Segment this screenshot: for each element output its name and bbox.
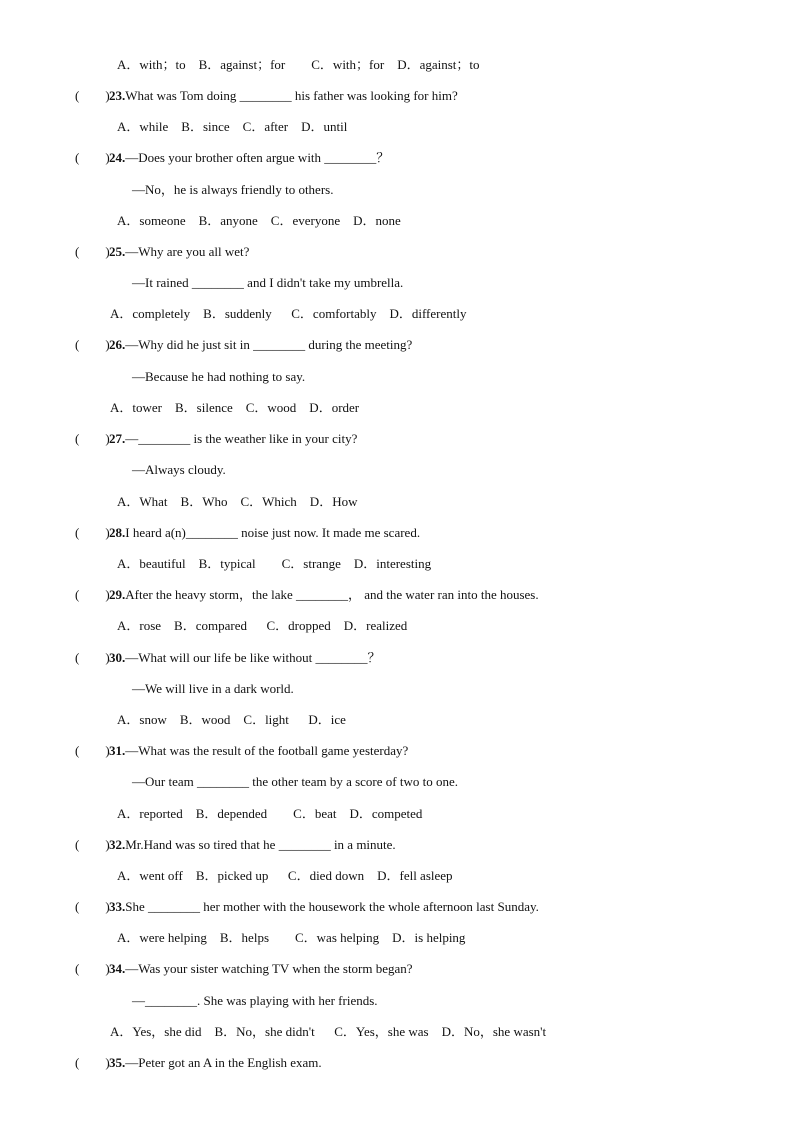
answer-options: A．Yes，she did B．No，she didn't C．Yes，she was D．No，she wasn't xyxy=(110,1024,547,1039)
question-number: 31. xyxy=(109,743,126,758)
question-number: 23. xyxy=(109,88,126,103)
answer-blank-parentheses: ( ) xyxy=(75,899,110,914)
question-text: After the heavy storm，the lake ________， and the water ran into the houses. xyxy=(125,587,539,602)
answer-blank-parentheses: ( ) xyxy=(75,587,110,602)
question-stem xyxy=(109,961,413,977)
answer-blank-parentheses: ( ) xyxy=(75,525,110,540)
question-stem xyxy=(109,525,420,541)
dialogue-reply: —It rained ________ and I didn't take my umbrella. xyxy=(132,275,404,290)
answer-options: A．beautiful B．typical C．strange D．interesting xyxy=(117,556,432,571)
question-number: 26. xyxy=(109,337,126,352)
question-number: 27. xyxy=(109,431,126,446)
answer-blank-parentheses: ( ) xyxy=(75,743,110,758)
question-text: —Why are you all wet? xyxy=(125,244,250,259)
answer-options: A．reported B．depended C．beat D．competed xyxy=(117,806,423,821)
answer-blank-parentheses: ( ) xyxy=(75,244,110,259)
dialogue-reply: —________. She was playing with her friends. xyxy=(132,993,378,1008)
answer-options: A．rose B．compared C．dropped D．realized xyxy=(117,618,408,633)
question-stem xyxy=(109,431,357,447)
answer-options: A．What B．Who C．Which D．How xyxy=(117,494,358,509)
answer-options: A．went off B．picked up C．died down D．fell asleep xyxy=(117,868,453,883)
answer-blank-parentheses: ( ) xyxy=(75,150,110,165)
answer-blank-parentheses: ( ) xyxy=(75,837,110,852)
answer-blank-parentheses: ( ) xyxy=(75,961,110,976)
question-text: —Does your brother often argue with ________？ xyxy=(125,150,390,165)
question-stem xyxy=(109,88,458,104)
answer-blank-parentheses: ( ) xyxy=(75,431,110,446)
question-stem xyxy=(109,837,396,853)
answer-blank-parentheses: ( ) xyxy=(75,650,110,665)
question-stem xyxy=(109,650,381,666)
question-text: Mr.Hand was so tired that he ________ in a minute. xyxy=(125,837,396,852)
question-number: 28. xyxy=(109,525,126,540)
question-text: What was Tom doing ________ his father was looking for him? xyxy=(125,88,458,103)
answer-blank-parentheses: ( ) xyxy=(75,1055,110,1070)
question-stem xyxy=(109,1055,322,1071)
answer-options: A．with；to B．against；for C．with；for D．against；to xyxy=(117,57,480,72)
question-stem xyxy=(109,587,539,603)
question-stem xyxy=(109,150,389,166)
question-text: —Was your sister watching TV when the storm began? xyxy=(125,961,413,976)
question-number: 34. xyxy=(109,961,126,976)
dialogue-reply: —No，he is always friendly to others. xyxy=(132,182,334,197)
question-text: —________ is the weather like in your city? xyxy=(125,431,358,446)
answer-options: A．tower B．silence C．wood D．order xyxy=(110,400,360,415)
question-number: 29. xyxy=(109,587,126,602)
answer-options: A．while B．since C．after D．until xyxy=(117,119,348,134)
question-text: I heard a(n)________ noise just now. It made me scared. xyxy=(125,525,421,540)
question-text: —Peter got an A in the English exam. xyxy=(125,1055,322,1070)
question-stem xyxy=(109,337,412,353)
dialogue-reply: —Always cloudy. xyxy=(132,462,226,477)
question-text: —Why did he just sit in ________ during the meeting? xyxy=(125,337,413,352)
question-number: 33. xyxy=(109,899,126,914)
answer-options: A．snow B．wood C．light D．ice xyxy=(117,712,346,727)
question-number: 25. xyxy=(109,244,126,259)
dialogue-reply: —Because he had nothing to say. xyxy=(132,369,306,384)
question-number: 30. xyxy=(109,650,126,665)
question-stem xyxy=(109,743,408,759)
question-number: 32. xyxy=(109,837,126,852)
answer-blank-parentheses: ( ) xyxy=(75,337,110,352)
question-number: 24. xyxy=(109,150,126,165)
answer-options: A．were helping B．helps C．was helping D．is helping xyxy=(117,930,466,945)
question-number: 35. xyxy=(109,1055,126,1070)
answer-options: A．completely B．suddenly C．comfortably D．differently xyxy=(110,306,467,321)
answer-options: A．someone B．anyone C．everyone D．none xyxy=(117,213,401,228)
question-text: —What was the result of the football game yesterday? xyxy=(125,743,409,758)
question-stem xyxy=(109,899,539,915)
answer-blank-parentheses: ( ) xyxy=(75,88,110,103)
question-text: —What will our life be like without ________？ xyxy=(125,650,381,665)
question-text: She ________ her mother with the housework the whole afternoon last Sunday. xyxy=(125,899,539,914)
dialogue-reply: —We will live in a dark world. xyxy=(132,681,294,696)
dialogue-reply: —Our team ________ the other team by a score of two to one. xyxy=(132,774,458,789)
question-stem xyxy=(109,244,249,260)
